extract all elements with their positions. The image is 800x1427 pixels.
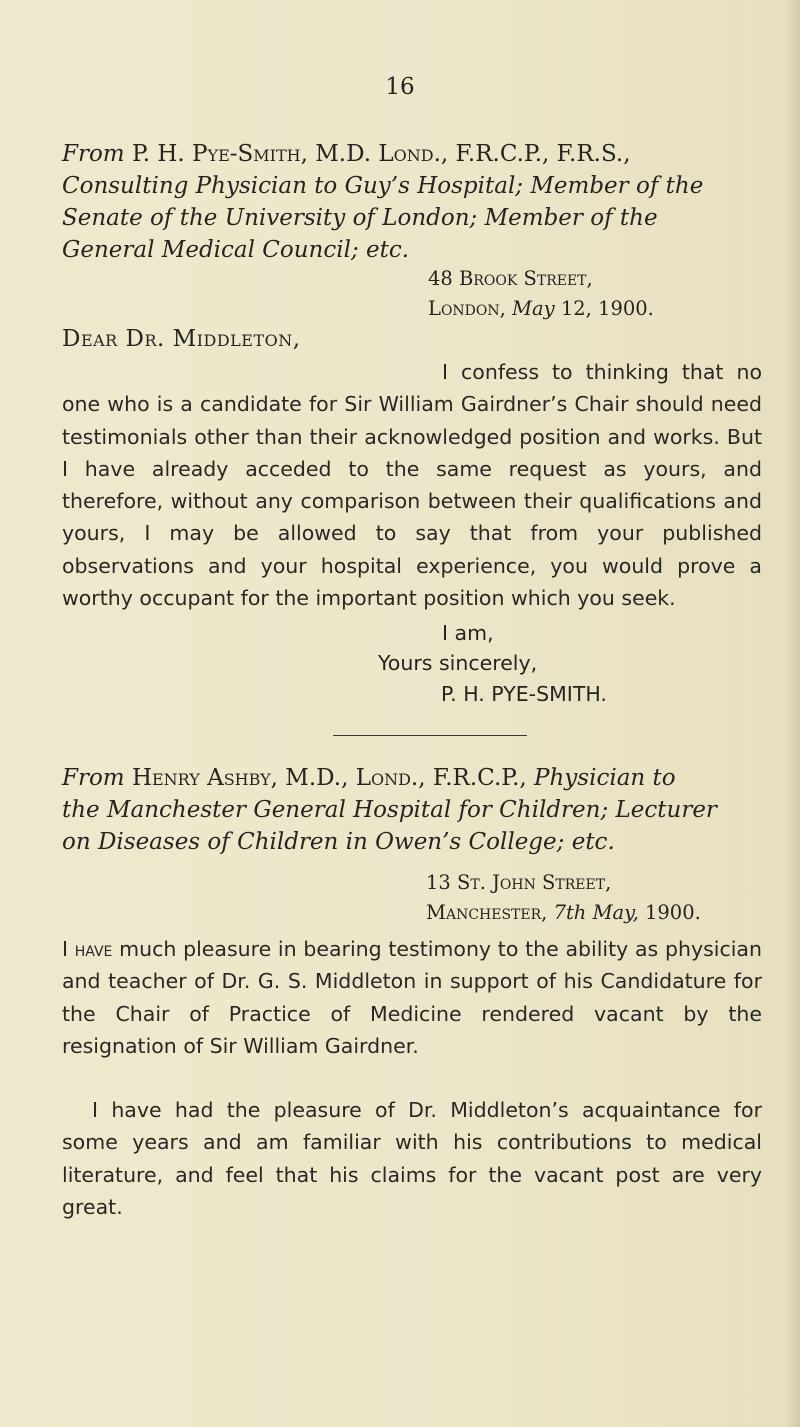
letter2-para1-lead: I have xyxy=(62,937,113,961)
letter1-signature: P. H. PYE-SMITH. xyxy=(441,682,607,706)
letter2-paragraph-2: I have had the pleasure of Dr. Middleton’s acquaintance for some years and am familiar with his contributions to medical literature, and feel that his claims for the vacant post are very great. xyxy=(62,1098,762,1219)
letter1-address-date-line xyxy=(428,294,778,324)
letter2-date-rest: 1900. xyxy=(644,901,701,924)
letter2-heading-name: Henry Ashby, M.D., Lond., F.R.C.P., xyxy=(131,765,527,791)
letter1-body: I confess to thinking that no one who is a candidate for Sir William Gairdner’s Chair should need testimonials other than their acknowledged position and works. But I have already acceded to the same request as yours, and therefore, without any comparison between their qualifications and yours, I may be allowed to say that from your published observations and your hospital experience, you would prove a worthy occupant for the important position which you seek. xyxy=(62,360,762,611)
letter2-address-date-line xyxy=(426,898,776,928)
page-edge-shadow xyxy=(786,0,800,1427)
letter1-address-city: London, xyxy=(428,297,506,320)
letter2-para1-text: much pleasure in bearing testimony to the ability as physician and teacher of Dr. G. S. Middleton in support of his Candidature for the Chair of Practice of Medicine rendered vacant by the resignation of Sir William Gairdner. xyxy=(62,937,762,1058)
letter1-address xyxy=(428,264,778,324)
letter1-closing-i-am: I am, xyxy=(442,621,494,645)
letter2-address-street: 13 St. John Street, xyxy=(426,871,612,894)
letter2-heading-line3: on Diseases of Children in Owen’s College; etc. xyxy=(62,829,615,855)
letter1-date-month: May xyxy=(512,297,555,320)
letter1-salutation: Dear Dr. Middleton, xyxy=(62,326,301,352)
letter1-heading-line4: General Medical Council; etc. xyxy=(62,237,410,263)
letter2-address xyxy=(426,868,776,928)
letter1-heading xyxy=(62,138,762,266)
letter1-heading-prefix: From xyxy=(62,141,125,167)
letter1-date-rest: 12, 1900. xyxy=(560,297,654,320)
letter2-heading-line2: the Manchester General Hospital for Children; Lecturer xyxy=(62,797,717,823)
letter1-heading-line3: Senate of the University of London; Member of the xyxy=(62,205,658,231)
letter1-heading-line2: Consulting Physician to Guy’s Hospital; Member of the xyxy=(62,173,704,199)
letter2-heading-prefix: From xyxy=(62,765,125,791)
letter2-heading xyxy=(62,762,762,858)
letter2-heading-line1 xyxy=(62,762,762,794)
letter2-paragraph-1 xyxy=(62,933,762,1062)
letter2-address-city: Manchester, xyxy=(426,901,548,924)
page-number: 16 xyxy=(385,74,415,100)
letter2-heading-title: Physician to xyxy=(534,765,676,791)
letter1-heading-line1 xyxy=(62,138,762,170)
letter2-date-day: 7th May, xyxy=(553,901,639,924)
letter1-heading-name: P. H. Pye-Smith, M.D. Lond., F.R.C.P., F.R.S., xyxy=(131,141,631,167)
section-divider xyxy=(333,735,527,736)
letter1-closing-yours: Yours sincerely, xyxy=(378,651,538,675)
letter1-address-street: 48 Brook Street, xyxy=(428,267,593,290)
